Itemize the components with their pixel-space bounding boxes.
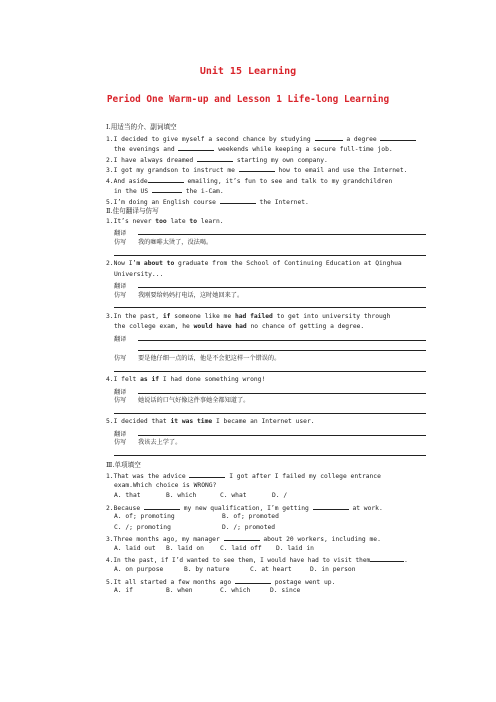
blank[interactable]	[315, 133, 343, 141]
translate-line[interactable]	[138, 386, 426, 394]
option[interactable]: C. what	[220, 492, 247, 500]
blank[interactable]	[197, 154, 233, 162]
section1-heading: Ⅰ.用适当的介、副词填空	[106, 123, 177, 131]
option[interactable]: B. when	[166, 587, 193, 595]
blank[interactable]	[144, 502, 180, 510]
option[interactable]: B. by nature	[184, 565, 230, 573]
s3-item-3: 3.Three months ago, my manager about 20 workers, including me.	[106, 533, 426, 544]
option[interactable]: D. /	[272, 492, 288, 500]
blank[interactable]	[313, 502, 349, 510]
option[interactable]: C. laid off	[220, 544, 262, 552]
blank[interactable]	[152, 185, 182, 193]
s2-item-4: 4.I felt as if I had done something wrong!	[106, 376, 266, 384]
s3-item-1: 1.That was the advice I got after I failed my college entrance	[106, 470, 426, 481]
s1-item-3: 3.I got my grandson to instruct me how to email and use the Internet.	[106, 164, 426, 175]
s1-item-4: 4.And aside emailing, it’s fun to see and talk to my grandchildren	[106, 175, 426, 186]
imitate-line[interactable]	[114, 249, 426, 256]
option[interactable]: C. /; promoting	[114, 523, 171, 531]
option[interactable]: B. laid on	[166, 544, 204, 552]
option[interactable]: D. /; promoted	[222, 523, 276, 531]
blank[interactable]	[224, 533, 260, 541]
s1-item-1: 1.I decided to give myself a second chance by studying a degree	[106, 133, 426, 144]
option[interactable]: A. laid out	[114, 544, 156, 552]
option[interactable]: A. that	[114, 492, 141, 500]
option[interactable]: A. of; promoting	[114, 513, 175, 521]
imitate-line[interactable]	[114, 301, 426, 308]
option[interactable]: D. since	[270, 587, 301, 595]
blank[interactable]	[235, 576, 271, 584]
option[interactable]: A. if	[114, 587, 133, 595]
blank[interactable]	[148, 175, 184, 183]
option[interactable]: B. which	[166, 492, 197, 500]
translate-line[interactable]	[138, 343, 426, 351]
translate-line[interactable]	[138, 428, 426, 436]
period-title: Period One Warm-up and Lesson 1 Life-long Learning	[106, 94, 390, 105]
section3-heading: Ⅲ.单项填空	[106, 460, 141, 469]
translate-line[interactable]	[138, 227, 426, 235]
option[interactable]: D. in person	[310, 565, 356, 573]
s3-item-5: 5.It all started a few months ago postage went up.	[106, 576, 426, 587]
option[interactable]: D. laid in	[276, 544, 314, 552]
s2-item-5: 5.I decided that it was time I became an Internet user.	[106, 418, 315, 426]
option[interactable]: A. on purpose	[114, 565, 164, 573]
option[interactable]: C. which	[220, 587, 251, 595]
s3-item-2: 2.Because my new qualification, I’m getting at work.	[106, 502, 426, 513]
s1-item-2: 2.I have always dreamed starting my own company.	[106, 154, 426, 165]
section2-heading: Ⅱ.佳句翻译与仿写	[106, 207, 159, 216]
blank[interactable]	[370, 554, 404, 562]
unit-title: Unit 15 Learning	[199, 66, 297, 77]
blank[interactable]	[239, 164, 275, 172]
s3-item-4: 4.In the past, if I’d wanted to see them, I would have had to visit them .	[106, 554, 426, 565]
imitate-line[interactable]	[114, 407, 426, 414]
blank[interactable]	[178, 143, 214, 151]
translate-line[interactable]	[138, 333, 426, 341]
imitate-line[interactable]	[114, 449, 426, 456]
translate-line[interactable]	[138, 280, 426, 288]
s2-item-2: 2.Now I’m about to graduate from the School of Continuing Education at Qinghua	[106, 260, 402, 268]
option[interactable]: C. at heart	[250, 565, 292, 573]
blank[interactable]	[189, 470, 225, 478]
imitate-line[interactable]	[114, 365, 426, 372]
blank[interactable]	[220, 196, 256, 204]
s2-item-1: 1.It’s never too late to learn.	[106, 217, 224, 225]
worksheet-body: Ⅰ.用适当的介、副词填空 1.I decided to give myself a second chance by studying a degree the evenings and weekends while keeping a secure full-time job. 2.I have always dreamed starting my own company. 3.I got my grandson to instruct me how to email and use the Internet. 4.And aside emailing, it’s fun to see and talk to my grandchildren in the US the i-Cam. 5.I’m doing an English course the Internet. Ⅱ.佳句翻译与仿写 1.It’s never too late to learn. 翻译 仿写 我的咖啡太烫了，没法喝。 2.Now I’m about to graduate from the School of Continuing Education at Qinghua University... 翻译 仿写 我刚要给妈妈打电话，这时她回来了。 3.In the past, if someone like me had failed to get into university through the college exam, he would have had no chance of getting a degree. 翻译 仿写 要是他仔细一点的话，他是不会犯这样一个错误的。 4.I felt as if I had done something wrong! 翻译 仿写 她说话的口气好像这件事她全都知道了。 5.I decided that it was time I became an Internet user. 翻译 仿写 我该去上学了。 Ⅲ.单项填空 1.That was the advice I got after I failed my college entrance exam.Which choice is WRONG? A. that B. which C. what D. / 2.Because my new qualification, I’m getting at work. A. of; promoting B. of; promoted C. /; promoting D. /; promoted 3.Three months ago, my manager about 20 workers, including me. A. laid out B. laid on C. laid off D. laid in 4.In the past, if I’d wanted to see them, I would have had to visit them . A. on purpose B. by nature C. at heart D. in person 5.It all started a few months ago postage went up. A. if B. when C. which D. since	[106, 122, 426, 597]
option[interactable]: B. of; promoted	[222, 513, 279, 521]
blank[interactable]	[380, 133, 416, 141]
s1-item-5: 5.I’m doing an English course the Internet.	[106, 196, 426, 207]
s2-item-3: 3.In the past, if someone like me had failed to get into university through	[106, 312, 391, 320]
